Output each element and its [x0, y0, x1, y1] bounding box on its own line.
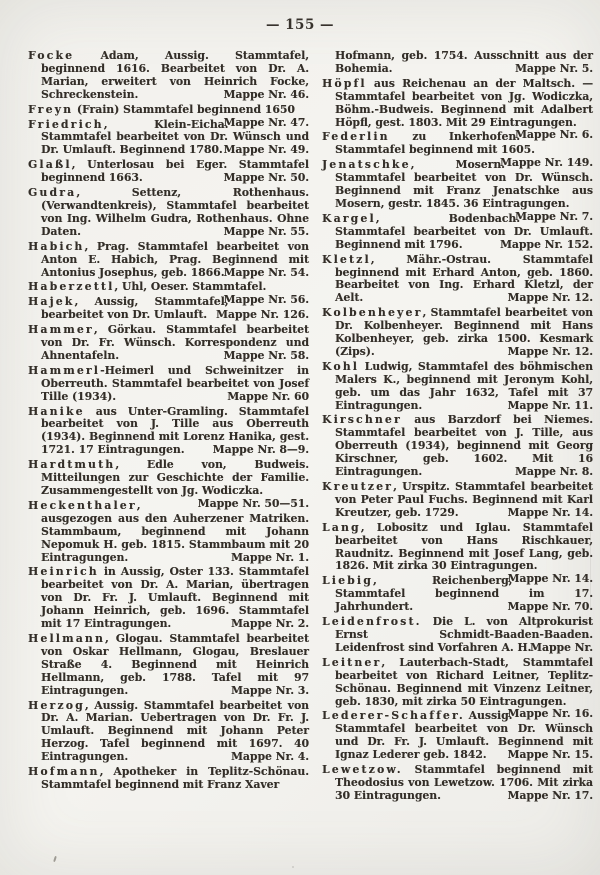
- entry-mappe-ref: Mappe Nr. 15.: [507, 748, 593, 762]
- entry-mappe-ref: Mappe Nr. 7.: [514, 209, 593, 223]
- entry-mappe-ref: Mappe Nr. 126.: [215, 308, 309, 322]
- entry-mappe-ref: Mappe Nr. 6.: [514, 128, 593, 142]
- entry-surname: Habich: [28, 239, 85, 253]
- entry-mappe-ref: Mappe Nr. 2.: [230, 617, 309, 631]
- entry-mappe-ref: Mappe Nr. 12.: [507, 291, 593, 305]
- ink-speck: [292, 866, 294, 868]
- entry-surname: Kletzl: [322, 252, 371, 266]
- entry-text: , ausgezogen aus den Auherzener Matriken. Stammbaum, beginnend mit Johann Nepomuk H. geb. 1815. Stammbaum mit 20 Eintragungen.: [41, 498, 309, 564]
- entry-surname: Lang: [322, 520, 361, 534]
- entry-text: -Heimerl und Schweinitzer in Oberreuth. Stammtafel bearbeitet von Josef Tille (1934).: [41, 363, 309, 403]
- entry-mappe-ref: Mappe Nr. 8—9.: [212, 443, 309, 457]
- entry-surname: Kreutzer: [322, 480, 394, 493]
- entry-mappe-ref: Mappe Nr. 5.: [514, 61, 593, 75]
- entry-surname: Kolbenheyer: [322, 306, 423, 320]
- entry-mappe-ref: Mappe Nr. 14.: [507, 572, 593, 586]
- entry-surname: Freyn: [28, 102, 74, 116]
- entry-text: Die L. von Altprokurist Ernst Schmidt-Baaden-Baaden. Leidenfrost sind Vorfahren A. H.: [335, 615, 593, 654]
- register-entry: [28, 406, 309, 458]
- entry-mappe-ref: Mappe Nr. 17.: [507, 788, 593, 802]
- entry-mappe-ref: Mappe Nr.: [530, 640, 593, 654]
- entry-text: , Bodenbach. Stammtafel bearbeitet von Dr. Umlauft. Beginnend mit 1796.: [335, 211, 593, 251]
- entry-text: , Settenz, Rothenhaus. (Verwandtenkreis), Stammtafel bearbeitet von Ing. Wilhelm Gudra, Rothenhaus. Ohne Daten.: [41, 186, 309, 238]
- entry-mappe-ref: Mappe Nr. 50—51.: [197, 496, 309, 510]
- entry-mappe-ref: Mappe Nr. 3.: [230, 683, 309, 697]
- entry-text: , Aussig, Stammtafel, bearbeitet von Dr. Umlauft.: [41, 295, 229, 322]
- register-entry: [28, 633, 309, 698]
- entry-surname: Friedrich: [28, 117, 104, 131]
- register-entry: [322, 361, 593, 413]
- entry-surname: Kirschner: [322, 413, 402, 427]
- entry-mappe-ref: Mappe Nr. 4.: [230, 750, 309, 764]
- register-columns: [28, 50, 593, 805]
- register-entry: [28, 324, 309, 363]
- entry-text: Adam, Aussig. Stammtafel, beginnend 1616. Bearbeitet von Dr. A. Marian, erweitert von Heinrich Focke, Schreckenstein.: [41, 49, 309, 101]
- entry-surname: Leitner: [322, 655, 382, 669]
- entry-mappe-ref: Mappe Nr. 58.: [223, 348, 309, 362]
- entry-surname: Lederer-Schaffer.: [322, 709, 465, 723]
- entry-surname: Hellmann: [28, 631, 105, 645]
- entry-mappe-ref: Mappe Nr. 46.: [223, 87, 309, 101]
- register-entry: [28, 566, 309, 631]
- register-entry: [28, 159, 309, 185]
- entry-mappe-ref: Mappe Nr. 47.: [223, 115, 309, 129]
- entry-surname: Focke: [28, 49, 75, 62]
- entry-mappe-ref: Mappe Nr. 70.: [507, 600, 593, 614]
- entry-surname: Höpfl: [322, 76, 367, 90]
- entry-text: (Frain) Stammtafel beginnend 1650: [73, 102, 295, 116]
- entry-text: aus Reichenau an der Maltsch. — Stammtafel bearbeitet von Jg. Wodiczka, Böhm.-Budweis. Beginnend mit Adalbert Höpfl, gest. 1803. Mit 29 Eintragungen.: [335, 76, 593, 129]
- register-entry: [28, 365, 309, 404]
- entry-text: Aussig. Stammtafel bearbeitet von Dr. Wünsch und Dr. Fr. J. Umlauft. Beginnend mit Ignaz Lederer geb. 1842.: [335, 709, 593, 762]
- entry-mappe-ref: Mappe Nr. 16.: [507, 707, 593, 721]
- register-entry: [28, 241, 309, 280]
- entry-surname: Heckenthaler: [28, 498, 137, 512]
- entry-surname: Lewetzow.: [322, 763, 403, 777]
- register-entry: [322, 616, 593, 655]
- entry-text: Stammtafel beginnend mit Theodosius von Lewetzow. 1706. Mit zirka 30 Eintragungen.: [335, 763, 593, 802]
- entry-surname: Liebig: [322, 574, 373, 588]
- entry-mappe-ref: Mappe Nr. 60: [227, 389, 309, 403]
- entry-text: zu Inkerhofen. Stammtafel beginnend mit 1605.: [335, 130, 535, 157]
- entry-text: , Stammtafel bearbeitet von Dr. Kolbenheyer. Beginnend mit Hans Kolbenheyer, geb. zirka 1500. Kesmark (Zips).: [335, 306, 593, 358]
- entry-text: , Aussig. Stammtafel bearbeitet von Dr. A. Marian. Uebertragen von Dr. Fr. J. Umlauft. Beginnend mit Johann Peter Herzog. Tafel beginnend mit 1697. 40 Eintragungen.: [41, 698, 309, 764]
- entry-mappe-ref: Mappe Nr. 54.: [223, 265, 309, 279]
- entry-text: , Reichenberg, Stammtafel beginnend im 17. Jahrhundert.: [335, 574, 593, 614]
- entry-surname: Herzog: [28, 698, 85, 712]
- entry-surname: Hardtmuth: [28, 458, 116, 472]
- register-entry: [322, 50, 593, 76]
- entry-surname: Kohl: [322, 359, 360, 373]
- register-entry: [28, 700, 309, 765]
- register-entry: [322, 764, 593, 803]
- entry-mappe-ref: Mappe Nr. 14.: [507, 505, 593, 519]
- scan-artifact-line: [590, 520, 591, 610]
- entry-surname: Hammerl: [28, 363, 101, 377]
- entry-text: , Edle von, Budweis. Mitteilungen zur Geschichte der Familie. Zusammengestellt von Jg. Wodiczka.: [41, 458, 309, 497]
- entry-mappe-ref: Mappe Nr. 56.: [223, 293, 309, 307]
- entry-text: , Mähr.-Ostrau. Stammtafel beginnend mit Erhard Anton, geb. 1860. Bearbeitet von Ing. Erhard Kletzl, der Aelt.: [335, 252, 593, 305]
- entry-surname: Hofmann: [28, 765, 100, 779]
- entry-surname: Federlin: [322, 130, 390, 144]
- entry-mappe-ref: Mappe Nr. 55.: [223, 224, 309, 238]
- entry-mappe-ref: Mappe Nr. 152.: [499, 237, 593, 251]
- entry-text: Hofmann, geb. 1754. Ausschnitt aus der Bohemia.: [335, 49, 593, 75]
- page-header: [0, 0, 600, 33]
- entry-text: Ludwig, Stammtafel des böhmischen Malers K., beginnend mit Jeronym Kohl, geb. um das Jahr 1632, Tafel mit 37 Eintragungen.: [335, 359, 593, 412]
- entry-mappe-ref: Mappe Nr. 1.: [230, 550, 309, 564]
- entry-mappe-ref: Mappe Nr. 11.: [507, 398, 593, 412]
- entry-text: in Aussig, Oster 133. Stammtafel bearbeitet von Dr. A. Marian, übertragen von Dr. Fr. J. Umlauft. Beginnend mit Johann Heinrich, geb. 1696. Stammtafel mit 17 Eintragungen.: [41, 565, 309, 631]
- entry-mappe-ref: Mappe Nr. 12.: [507, 344, 593, 358]
- entry-text: , Unterlosau bei Eger. Stammtafel beginnend 1663.: [41, 158, 309, 185]
- column-left: [28, 50, 309, 805]
- entry-mappe-ref: Mappe Nr. 50.: [223, 171, 309, 185]
- entry-surname: Heinrich: [28, 565, 99, 579]
- entry-surname: Gudra: [28, 186, 77, 200]
- entry-surname: Kargel: [322, 211, 376, 225]
- register-entry: [322, 254, 593, 306]
- entry-surname: Glaßl: [28, 158, 72, 172]
- entry-text: aus Barzdorf bei Niemes. Stammtafel bearbeitet von J. Tille, aus Oberreuth (1934), beginnend mit Georg Kirschner, geb. 1602. Mit 16 Eintragungen.: [335, 413, 593, 479]
- entry-surname: Haberzettl: [28, 280, 115, 294]
- entry-text: , Uhl, Oeser. Stammtafel.: [114, 280, 267, 294]
- entry-text: , Görkau. Stammtafel bearbeitet von Dr. Fr. Wünsch. Korrespondenz und Ahnentafeln.: [41, 323, 309, 362]
- entry-text: , Mosern. Stammtafel bearbeitet von Dr. Wünsch. Beginnend mit Franz Jenatschke aus Mosern, gestr. 1845. 36 Eintragungen.: [335, 158, 593, 210]
- entry-surname: Hajek: [28, 295, 75, 309]
- entry-mappe-ref: Mappe Nr. 149.: [499, 156, 593, 170]
- page-number: — 155 —: [265, 17, 335, 33]
- ink-speck: [53, 856, 57, 862]
- entry-surname: Hammer: [28, 323, 94, 337]
- register-entry: [322, 481, 593, 520]
- entry-surname: Jenatschke: [322, 158, 411, 172]
- entry-text: , Glogau. Stammtafel bearbeitet von Oskar Hellmann, Glogau, Breslauer Straße 4. Beginnend mit Heinrich Hellmann, geb. 1788. Tafel mit 97 Eintragungen.: [41, 631, 309, 697]
- register-entry: [28, 766, 309, 792]
- entry-surname: Leidenfrost.: [322, 615, 422, 629]
- entry-text: , Lobositz und Iglau. Stammtafel bearbeitet von Hans Rischkauer, Raudnitz. Beginnend mit Josef Lang, geb. 1826. Mit zirka 30 Eintragungen.: [335, 520, 593, 573]
- register-entry: [28, 187, 309, 239]
- register-entry: [28, 50, 309, 102]
- register-entry: [322, 307, 593, 359]
- column-right: [322, 50, 593, 805]
- entry-mappe-ref: Mappe Nr. 49.: [223, 143, 309, 157]
- entry-text: , Apotheker in Teplitz-Schönau. Stammtafel beginnend mit Franz Xaver: [41, 765, 309, 791]
- entry-text: , Prag. Stammtafel bearbeitet von Anton E. Habich, Prag. Beginnend mit Antonius Josephus, geb. 1866.: [41, 239, 309, 279]
- entry-mappe-ref: Mappe Nr. 8.: [514, 465, 593, 479]
- entry-surname: Hanike: [28, 404, 85, 418]
- register-entry: [322, 414, 593, 479]
- entry-text: aus Unter-Gramling. Stammtafel bearbeitet von J. Tille aus Oberreuth (1934). Beginnend mit Lorenz Hanika, gest. 1721. 17 Eintragungen.: [41, 404, 309, 457]
- entry-text: , Klein-Eicha. Stammtafel bearbeitet von Dr. Wünsch und Dr. Umlauft. Beginnend 1780.: [41, 117, 309, 157]
- entry-text: , Lauterbach-Stadt, Stammtafel bearbeitet von Richard Leitner, Teplitz-Schönau. Beginnend mit Vinzenz Leitner, geb. 1830, mit zirka 50 Eintragungen.: [335, 655, 593, 708]
- entry-text: , Urspitz. Stammtafel bearbeitet von Peter Paul Fuchs. Beginnend mit Karl Kreutzer, geb. 1729.: [335, 480, 593, 519]
